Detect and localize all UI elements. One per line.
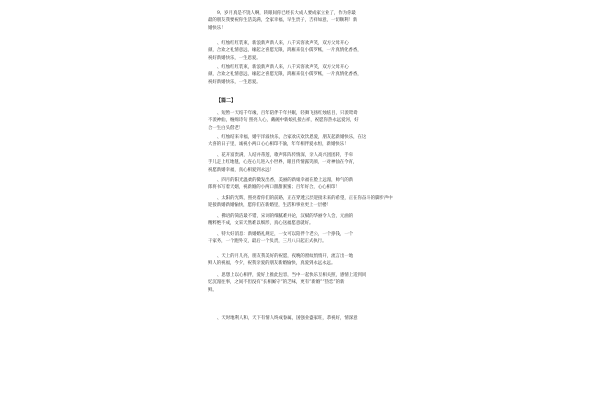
text-line: 祝愿新婚幸福，真心相爱到永远！ bbox=[208, 167, 274, 173]
text-line: 、红烛结来幸福，婚宇洋溢快乐，合家欢庆欢饮恩爱，朋友起新婚快乐，在这 bbox=[217, 135, 367, 140]
document-page bbox=[208, 0, 408, 400]
body-paragraph-3 bbox=[208, 152, 408, 174]
text-line: 、思想上以心相伴，爱好上推此包容，当中一起快乐互相关照，感情上适到同 bbox=[217, 273, 367, 278]
text-line: 手儿走上红地毯，心连心儿进入小世界，眼目传情露笑颜，一对神仙在今宵， bbox=[208, 160, 358, 166]
text-line: 、四月的阳光温柔的微发出香，美丽的新娘幸福在脸上远漫，帅气的新 bbox=[217, 178, 354, 183]
text-line: 、天时地利人和，天下有情人终成眷属，国强业盛家旺，恭祝好，情深意 bbox=[217, 316, 358, 321]
text-line: 鲜。 bbox=[208, 287, 217, 293]
text-line: 鲜人的祝福，今夕，祝我亲爱的朋友新婚愉快，真爱到永远永远。 bbox=[208, 261, 336, 267]
body-paragraph-9 bbox=[208, 272, 408, 294]
text-line: 、红烛红红装束，新浪新声新人来，八千宾客欢声笑，双方父母开心 bbox=[217, 65, 349, 70]
paragraph-11 bbox=[208, 64, 408, 86]
text-line: 、短暂一天结千年缘，百年陪伴千年共眠，轻舞飞扬红烛炫目，只羡鸳鸯 bbox=[217, 111, 358, 116]
text-line: 、特大好消息：新婚婚礼规定，一女可以陪伴个老公，一个挣钱，一个 bbox=[217, 232, 354, 237]
text-line: 颜，合欢之礼情意远，缘起之喜愿无限，鸿雁来仪小儒罗帐，一片真情化香香， bbox=[208, 48, 362, 54]
text-line: 忆沉漫往事，之间不但没有“长相厮守”的乏味，更有“新婚”“热恋”的新 bbox=[208, 280, 345, 286]
body-paragraph-2 bbox=[208, 134, 408, 149]
text-line: 祝好新婚快乐，一生恩爱。 bbox=[208, 55, 261, 61]
text-line: 颜，合欢之礼情意远，缘起之喜愿无限，鸿雁来仪小儒罗帐，一片真情化香香， bbox=[208, 72, 362, 78]
text-line: 9、岁月真是不饶人啊，转眼间你已经长大成人要成家立业了，作为你最 bbox=[217, 11, 356, 16]
text-line: 祝好新婚快乐，一生恩爱。 bbox=[208, 79, 261, 85]
text-line: 、佛语的简洁最不错，宋词的细腻难并论，汉赋的华丽令人会，元曲的 bbox=[217, 214, 354, 219]
text-line: 合一生白头偕老！ bbox=[208, 125, 244, 131]
text-line: 迎接新婚新婚愉快，愿你们在新婚里，生活和事业更上一层楼！ bbox=[208, 203, 331, 209]
text-line: 、红烛红红装束，新浪新声新人来，八千宾客欢声笑，双方父母开心 bbox=[217, 41, 349, 46]
text-line: 婚快乐！ bbox=[208, 25, 226, 31]
text-line: 不羡神仙，缠绵诗句 照亮人心，戴碗中新娘扎接古祥，祝愿你热永远爱河，好 bbox=[208, 118, 359, 124]
paragraph-10 bbox=[208, 40, 408, 62]
body-paragraph-5 bbox=[208, 195, 408, 210]
body-paragraph-8 bbox=[208, 253, 408, 268]
section-heading: 【篇二】 bbox=[216, 98, 237, 104]
text-line: 、花开富贵满，人结并蒂莲，歌声阵阵传情深，亲人高兴团团转，手牵 bbox=[217, 153, 354, 158]
body-paragraph-1 bbox=[208, 110, 408, 132]
body-paragraph-6 bbox=[208, 213, 408, 228]
text-line: 精粹绝不成，文采天然难以细形，真心送福愿意就好。 bbox=[208, 221, 314, 227]
body-paragraph-10 bbox=[208, 315, 408, 322]
body-paragraph-4 bbox=[208, 177, 408, 192]
text-line: 大喜的日子里，诚祝小两口心心相印不渝，年年相伴爱永恒，新婚快乐！ bbox=[208, 142, 349, 148]
body-paragraph-7 bbox=[208, 231, 408, 246]
text-line: 、太阳的光辉，照亮着你们的前路，正在穿透云层迎接未来的希望，正在你奋斗的脚步声中 bbox=[217, 196, 393, 201]
text-line: 最的朋友我要祝你生活美满，全家幸福，早生贵子，吉祥如意，一切顺利！新 bbox=[208, 18, 358, 24]
text-line: 干家务，一个跑外交，最后一个负责，三月八日起正式执行。 bbox=[208, 239, 327, 245]
text-line: 、天上的月儿亮，朋友我美好的祝愿，夜晚的窗纹悄悄开，流言出一地 bbox=[217, 254, 354, 259]
paragraph-9 bbox=[208, 10, 408, 32]
text-line: 郎将书写着天姻，祝新婚的小两口甜甜蜜蜜；百年好合，心心相印！ bbox=[208, 185, 340, 191]
